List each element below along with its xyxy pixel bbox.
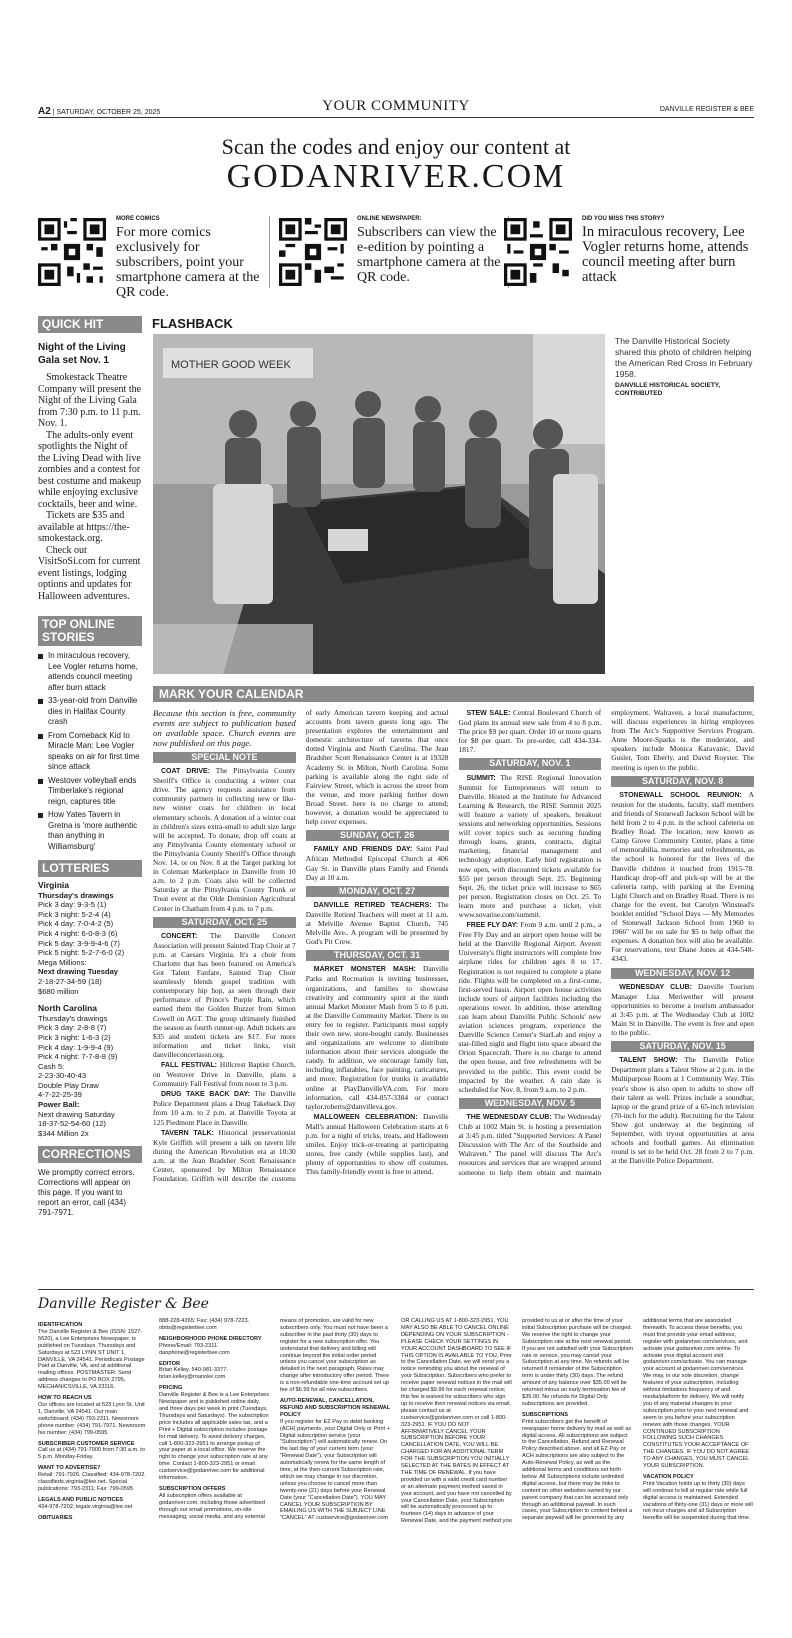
lottery-draw-title: Thursday's drawings <box>38 890 114 900</box>
top-story-link[interactable]: 33-year-old from Danville dies in Halifax County crash <box>38 696 142 728</box>
newspaper-page <box>38 0 754 1638</box>
quick-hit-body <box>38 372 142 602</box>
event-description: The Pittsylvania County Sheriff's Office is conducting a winter coat drive. The agency requests assistance from community partners in collecting new or like-new winter coats for children in local elementary schools. A donation of a winter coat in children's sizes extra-small to adult size large will be accepted. To donate, drop off coats at any Pittsylvania County elementary school or the Pittsylvania County Sheriff's Office through Nov. 14, or on Nov. 8 at the Target parking lot in Coleman Marketplace in Danville from 10 a.m. to 2 p.m. Coats also will be collected Saturday at the Pittsylvania County Trunk or Treat event at the Olde Dominion Agricultural Center in Chatham from 4 p.m. to 7 p.m. <box>153 766 296 913</box>
event-title: COAT DRIVE: <box>161 768 211 776</box>
photo-credit: DANVILLE HISTORICAL SOCIETY, CONTRIBUTED <box>615 382 721 397</box>
event-description: The Wednesday Club at 1002 Main St. is hosting a presentation at 3:45 p.m. titled "Supported Services: A Panel Discussion with The Arc of the Southside and Walraven." The panel will discuss The Arc's resources and services that are wrapped around someone to help them obtain and maintain employment. Walraven, a local manufacturer, will discuss experiences in hiring employees from The Arc's Supportive Services Program. Anne Moore-Sparks is the moderator, and speakers include Monica Karavanic, David Gusler, Tom Eberly, and David Royster. The meeting is open to the public. <box>458 708 754 1177</box>
footer-text: Print subscribers get the benefit of newspaper home delivery by mail as well as digital access. All subscriptions are subject to the Cancellation, Refund and Renewal Policy described above, and all EZ Pay or ACH subscriptions are also subject to the Auto-Renewal Policy, as well as the additional terms and conditions set forth below. All Subscriptions include unlimited digital access, but there may be links to content on other websites owned by our parent company that can be accessed only through an additional paywall. In such cases, your Subscription to content behind a separate paywall will be governed by any additional terms that are associated therewith. To access these benefits, you must first provide your email address, register with godanriver.com/services, and activate your godanriver.com online. To activate your digital account visit godanriver.com/activate. You can manage your account at godanriver.com/services. We may, in our sole discretion, change features of your subscription, including without limitations frequency of and media/platform for delivery. We will notify you of any material changes to your subscription prior to your next renewal and seem to you before your subscription renews with those changes. YOUR CONTINUED SUBSCRIPTION FOLLOWING SUCH CHANGES CONSTITUTES YOUR ACCEPTANCE OF THE CHANGES. IF YOU DO NOT AGREE TO ANY CHANGES, YOU MUST CANCEL YOUR SUBSCRIPTION. <box>522 1318 750 1522</box>
divider <box>269 216 270 288</box>
lottery-line: Pick 3 day: 2-8-8 (7) <box>38 1023 107 1033</box>
footer-heading: OBITUARIES <box>38 1514 73 1521</box>
promo-headline: Scan the codes and enjoy our content at <box>221 134 571 159</box>
promo-comics[interactable] <box>38 216 263 300</box>
footer-rule <box>38 1289 754 1290</box>
footer-text: Brian Kelley, 540-981-3377. brian.kelley@roanoke.com <box>159 1367 228 1381</box>
lottery-line: Pick 3 day: 9-3-5 (1) <box>38 900 107 910</box>
footer-text: If you register for EZ Pay or debit banking (ACH) payments, your Digital Only or Print + Digital subscription service (your "Subscription") will automatically renew. On the last day of your current term (your "Renewal Date"), your Subscription will automatically renew for the same length of time, at the then-current Subscription rate, which we may change in our discretion, unless you choose to cancel more than twenty-one (21) days before your Renewal Date (your "Cancellation Date"). YOU MAY CANCEL YOUR SUBSCRIPTION BY EMAILING US WITH THE SUBJECT LINE "CANCEL" AT custservice@godanriver.com OR CALLING US AT 1-800-323-2951. YOU MAY ALSO BE ABLE TO CANCEL ONLINE DEPENDING ON YOUR SUBSCRIPTION - PLEASE CHECK YOUR SETTINGS IN YOUR ACCOUNT DASHBOARD TO SEE IF THIS OPTION IS AVAILABLE TO YOU. Prior to the Cancellation Date, we will send you a notice reminding you about the renewal of your Subscription. Subscribers who prefer to receive paper renewal notices in the mail will be charged $9.99 for each renewal notice; this fee is waived for subscribers who sign up to receive their renewal notices via email, please contact us at custservice@godanriver.com or call 1-800-323-2951. IF YOU DO NOT AFFIRMATIVELY CANCEL YOUR SUBSCRIPTION BEFORE YOUR CANCELLATION DATE, YOU WILL BE CHARGED FOR AN ADDITIONAL TERM FOR THE SUBSCRIPTION YOU INITIALLY SELECTED AT THE RATES IN EFFECT AT THE TIME OF RENEWAL. If you have provided us with a valid credit card number or an alternate payment method saved in your account, and you have not cancelled by your Cancellation Date, your Subscription will be automatically processed up to fourteen (14) days in advance of your Renewal Date, and the payment method you provided to us at or after the time of your initial Subscription purchase will be charged. We reserve the right to change your Subscription rate at the next renewal period. If you are not satisfied with your Subscription rate or service, you may cancel your Subscription at any time. No refunds will be returned if remainder of the Subscription term is under thirty (30) days. The refund amount of any balance over $35.00 will be returned minus an early termination fee of $35.00. No refunds for Digital Only subscriptions are provided. <box>280 1318 633 1525</box>
calendar-date-heading: WEDNESDAY, NOV. 5 <box>459 1098 602 1109</box>
footer-text: Danville Register & Bee is a Lee Enterprises Newspaper and is published online daily, and three days per week in print (Tuesdays, Thursdays and Saturdays). The subscription price includes all applicable sales tax, and a Print + Digital subscription includes postage for mail delivery. To avoid delivery charges, call 1-800-323-2951 to arrange pickup of your paper at a local office. We reserve the right to change your subscription rate at any time. Contact 1-800-323-2951 or email custservice@godanriver.com for additional information. <box>159 1392 270 1482</box>
calendar-date-heading: SUNDAY, OCT. 26 <box>306 830 449 841</box>
event-title: DRUG TAKE BACK DAY: <box>161 1091 250 1099</box>
lottery-line: 4-7-22-25-39 <box>38 1090 82 1100</box>
lottery-line: 18-37-52-54-60 (12) <box>38 1119 106 1129</box>
quick-hit-paragraph: The adults-only event spotlights the Night of the Living Dead with live zombies and a contest for best costume and makeup while enjoying exclusive cocktails, beer and wine. <box>38 429 142 510</box>
event-description: From 9 a.m. until 2 p.m., a Free Fly Day and an airport open house will be held at the Danville Regional Airport. Averett University's flight instructors will complete free airplane rides for children ages 8 to 17. Registration is not required to complete a plane ride. Flights will be completed on a first-come, first-served basis. Airport open house activities include tours of airport facilities including the operations tower. In addition, those attending can learn about Danville Public Schools' new aviation sciences program, experience the Danville Science Center's StarLab and enjoy a star-filled night and flight into space aboard the Orion Spacecraft. There is no charge to attend the open house, and free refreshments will be provided to the public. This event could be impacted by the weather. A rain date is scheduled for Nov. 8, from 9 a.m. to 2 p.m. <box>458 920 602 1094</box>
promo-text: For more comics exclusively for subscribers, point your smartphone camera at the QR code. <box>116 225 260 300</box>
footer-heading: SUBSCRIPTIONS <box>522 1411 568 1418</box>
event-description: Saint Paul African Methodist Episcopal Church at 406 Gay St. in Danville plans Family and Friends Day at 10 a.m. <box>305 844 449 882</box>
footer-heading: SUBSCRIPTION OFFERS <box>159 1485 226 1492</box>
calendar-event <box>306 964 449 1111</box>
lottery-line: Pick 4 day: 7-0-4-2 (5) <box>38 919 114 929</box>
footer-heading: VACATION POLICY <box>643 1473 694 1480</box>
promo-text: Subscribers can view the e-edition by pointing a smartphone camera at the QR code. <box>357 225 501 285</box>
top-story-link[interactable]: Westover volleyball ends Timberlake's regional reign, captures title <box>38 776 142 808</box>
promo-missed-story[interactable] <box>504 216 754 288</box>
lottery-line: Double Play Draw <box>38 1080 99 1090</box>
calendar-intro: Because this section is free, community events are subject to publication based on available space. Church events are now published on this page. <box>153 708 296 748</box>
calendar-event <box>611 790 754 964</box>
calendar-event <box>459 773 602 920</box>
footer-heading: SUBSCRIBER CUSTOMER SERVICE <box>38 1440 135 1447</box>
lottery-line: Pick 4 day: 1-9-9-4 (9) <box>38 1042 114 1052</box>
issue-date: SATURDAY, OCTOBER 25, 2025 <box>56 109 161 116</box>
lottery-state: Virginia <box>38 880 70 890</box>
qr-code-icon[interactable] <box>504 218 572 286</box>
page-number: A2 <box>38 106 51 117</box>
qr-code-icon[interactable] <box>38 218 106 286</box>
lottery-line: 2-18-27-34-59 (18) <box>38 976 102 986</box>
top-online-heading: TOP ONLINE STORIES <box>38 616 142 646</box>
calendar-date-heading: WEDNESDAY, NOV. 12 <box>611 968 754 979</box>
lottery-line: Pick 3 night: 1-6-3 (2) <box>38 1032 111 1042</box>
event-title: FALL FESTIVAL: <box>161 1062 218 1069</box>
left-sidebar <box>38 316 142 1218</box>
lottery-next-drawing: Next drawing Tuesday <box>38 967 119 977</box>
event-description: Central Boulevard Church of God plans its annual stew sale from 4 to 8 p.m. The price $9 per quart. Order 10 or more quarts for $8 per quart. To pre-order, call 434-334-1817. <box>458 708 602 755</box>
lottery-powerball: Power Ball: <box>38 1100 80 1110</box>
photo-caption <box>615 336 754 398</box>
footer-text: 888-228-4265; Fax: (434) 978-7223. obits@registerbee.com <box>159 1318 250 1331</box>
paper-name: DANVILLE REGISTER & BEE <box>659 106 754 113</box>
footer-heading: IDENTIFICATION <box>38 1322 83 1328</box>
promo-label: DID YOU MISS THIS STORY? <box>582 216 665 222</box>
footer-info <box>38 1318 754 1628</box>
event-title: DANVILLE RETIRED TEACHERS: <box>313 901 432 909</box>
quick-hit-title: Night of the Living Gala set Nov. 1 <box>38 342 126 366</box>
lottery-line: Pick 5 day: 3-9-9-4-6 (7) <box>38 938 120 948</box>
footer-text: Our offices are located at 523 Lynn St. Unit 1, Danville, VA 24541. Our main switchboard: (434) 793-2311. Newsroom phone number: (434) 791-7971. Newsroom fax number: (434) 799-0595 <box>38 1401 146 1436</box>
calendar-event <box>306 900 449 946</box>
calendar-date-heading: SPECIAL NOTE <box>153 752 296 763</box>
historical-photo-image <box>153 334 605 674</box>
event-title: WEDNESDAY CLUB: <box>619 983 692 991</box>
calendar-event <box>153 766 296 913</box>
event-description: The RISE Regional Innovation Summit for Entrepreneurs will return to Danville. Hosted at the Institute for Advanced Learning & Research, the RISE Summit 2025 will feature a variety of speakers, breakout sessions and networking opportunities. Sessions will cover topics such as securing funding through loans, grants, contracts, digital marketing, financial management and technology adoption. Early bird registration is now open, with discounted tickets available for $55 per person through Sept. 25. Beginning Sept. 26, the ticket price will increase to $65 per person. Registration closes on Oct. 25. To learn more and purchase a ticket, visit www.sovarise.com/summit. <box>458 772 602 919</box>
footer-heading: AUTO-RENEWAL, CANCELLATION, REFUND AND SUBSCRIPTION RENEWAL POLICY <box>280 1397 391 1418</box>
event-description: Hillcrest Baptist Church, on Westover Drive in Danville, plans a Community Fall Festival from noon to 3 p.m. <box>153 1060 296 1089</box>
promo-text: In miraculous recovery, Lee Vogler returns home, attends council meeting after burn attack <box>582 224 749 285</box>
top-story-link[interactable]: How Yates Tavern in Gretna is 'more authentic than anything in Williamsburg' <box>38 810 142 852</box>
footer-text: Call us at (434) 791-7900 from 7:30 a.m. to 5 p.m. Monday-Friday. <box>38 1447 145 1461</box>
footer-text: Print Vacation holds up to thirty (30) days will continue to bill at regular rate while full digital access is maintained. Extended vacations of thirty-one (31) days or more will not incur charges and all Subscription benefits will be suspended during that time. <box>643 1480 753 1522</box>
lottery-jackpot: $344 Million 2x <box>38 1128 89 1138</box>
event-title: STONEWALL SCHOOL REUNION: <box>619 791 742 799</box>
calendar-event <box>611 1055 754 1165</box>
calendar-event <box>306 844 449 881</box>
footer-text: Phone/Email: 793-2311. danphone@registerbee.com <box>159 1342 230 1356</box>
quick-hit-paragraph: Tickets are $35 and available at https://the-smokestack.org. <box>38 510 130 544</box>
calendar-date-heading: THURSDAY, OCT. 31 <box>306 950 449 961</box>
footer-text: All subscription offers available at godanriver.com, including those advertised through our email promotions, on-site messaging, social media, and any external means of promotion, are valid for new subscribers only. You must not have been a subscriber in the past thirty (30) days to register for a new subscription offer. You understand that delivery and billing will continue beyond the initial order period unless you cancel your subscription as detailed in the next paragraph. Rates may change after introductory offer period. There is a non-refundable one-time account set up fee of $6.99 for all new subscribers. <box>159 1318 390 1520</box>
event-title: FREE FLY DAY: <box>466 922 519 930</box>
calendar-heading: MARK YOUR CALENDAR <box>153 686 754 702</box>
event-title: TAVERN TALK: <box>161 1129 214 1137</box>
event-title: THE WEDNESDAY CLUB: <box>466 1113 552 1121</box>
lottery-jackpot: $680 million <box>38 986 79 996</box>
calendar-event <box>459 708 602 754</box>
page-header: A2 | SATURDAY, OCTOBER 25, 2025 YOUR COMMUNITY DANVILLE REGISTER & BEE <box>38 98 754 117</box>
event-description: Danville Mall's annual Halloween Celebration starts at 6 p.m. for a night of tricks, treats, and Halloween smiles. Enjoy trick-or-treating at participating stores, free candy (while supplies last), and plenty of opportunities to show off costumes. This family-friendly event is free to attend. <box>305 1111 449 1177</box>
masthead-logo: Danville Register & Bee <box>38 1296 209 1312</box>
event-description: Historical preservationist Kyle Griffith will present a talk on tavern life during the American Revolution era at 10:30 a.m. at the Jean Bradsher Scott Renaissance Center, sponsored by Milton Renaissance Foundation. Griffith will describe the customs of early American tavern keeping and actual accounts from tavern guests long ago. The presentation explores the entertainment and domestic architecture of taverns that once dotted Virginia and North Carolina. The Jean Bradsher Scott Renaissance Center is at 19328 Academy St. in Milton, North Carolina. Some parking is available along the right side of Fairview Street, which is across the street from the venue, and more parking further down Broad Street. here is no charge to attend; however, a donation would be appreciated to help cover expenses. <box>153 708 449 1184</box>
quick-hit-paragraph: Smokestack Theatre Company will present the Night of the Living Gala from 7:30 p.m. to 11 p.m. Nov. 1. <box>38 372 142 429</box>
calendar-event <box>611 982 754 1038</box>
event-description: The Danville Police Department plans a Talent Show at 2 p.m. in the Multipurpose Room at 1 Community Way. This year's show is also open to adults to show off their talent as well. Prizes include a soundbar, laptop or the grand prize of a 65-inch television (70-inch for the adult). Recruiting for the Talent Show got underway at the beginning of September, with tryout opportunities at area schools and football games. An elimination round is set to be held Oct. 28 from 2 to 7 p.m. at the Danville Police Department. <box>611 1055 755 1166</box>
footer-text: 434-978-7202; legals.virginia@lee.net <box>38 1503 133 1510</box>
event-title: CONCERT: <box>161 932 198 940</box>
lottery-draw-title: Thursday's drawings <box>38 1013 108 1023</box>
footer-heading: EDITOR <box>159 1360 181 1367</box>
promo-enewspaper[interactable] <box>279 216 501 288</box>
flashback-heading: FLASHBACK <box>152 316 233 331</box>
lottery-line: Pick 3 night: 5-2-4 (4) <box>38 909 111 919</box>
footer-heading: HOW TO REACH US <box>38 1395 92 1402</box>
calendar-date-heading: SATURDAY, NOV. 15 <box>611 1041 754 1052</box>
event-description: The Danville Concert Association will present Sainted Trap Choir at 7 p.m. at Caesars Virginia. It's a choir from Charlotte that has been featured on America's Got Talent Fanfare, Sainted Trap Choir seamlessly blends gospel tradition with contemporary hip hop, as seen through their performance of Prince's Purple Rain, which earned them the Golden Buzzer from Simon Cowell on AGT. The group ultimately finished the season as fourth runner-up. Adult tickets are $35 and student tickets are $17. For more information and ticket links, visit danvilleconcertassn.org. <box>153 930 296 1059</box>
event-title: FAMILY AND FRIENDS DAY: <box>313 846 413 854</box>
corrections-heading: CORRECTIONS <box>38 1146 142 1163</box>
lottery-line: Pick 4 night: 6-0-8-3 (6) <box>38 928 118 938</box>
caption-text: The Danville Historical Society shared this photo of children helping the American Red Cross in February 1958. <box>615 336 753 379</box>
lottery-line: Mega Millions: <box>38 957 87 967</box>
footer-heading: LEGALS AND PUBLIC NOTICES <box>38 1496 123 1503</box>
quick-hit-heading: QUICK HIT <box>38 316 142 333</box>
promo-label: ONLINE NEWSPAPER: <box>357 216 422 222</box>
footer-text: Retail: 791-7926. Classified: 434-978-7202. classifieds.virginia@lee.net. Special publications: 793-2311; Fax: 799-0595 <box>38 1472 146 1492</box>
event-description: A reunion for the students, faculty, staff members and friends of Stonewall Jackson School will be held from 2 to 4 p.m. in the school cafeteria on Bradley Road. The location, now known as Camp Grove Community Center, plans a time of memorabilia, memories and refreshments, as the school is honored for the lives of the Danville children it touched from 1915-78. Handicap drop-off and pick-up will be at the cafeteria ramp, with parking at the Evening Light Church and on Bradley Road. There is no charge for the event, but Carolyn Winstead's booklet entitled "School Days — My Memories of Stonewall Jackson School from 1960 to 1966" will be on sale for $5 to help offset the expenses. A donation box will also be available. For reservations, text Diane Jones at 434-548-4343. <box>611 789 754 964</box>
footer-text: The Danville Register & Bee (ISSN: 1527-5620), a Lee Enterprises Newspaper, is published on Tuesdays, Thursdays and Saturdays at 523 LYNN ST UNIT 1, DANVILLE, VA 24541. Periodicals Postage Paid at Danville, VA, and at additional mailing offices. POSTMASTER: Send address changes to PO BOX 2795, MECHANICSVILLE, VA 23116. <box>38 1328 145 1391</box>
photo-banner: MOTHER GOOD WEEK <box>171 359 291 371</box>
lottery-line: Pick 5 night: 5-2-7-6-0 (2) <box>38 948 125 958</box>
footer-heading: PRICING <box>159 1385 183 1392</box>
quick-hit-paragraph: Check out VisitSoSi.com for current event listings, lodging options and updates for Halloween adventures. <box>38 544 141 602</box>
calendar-date-heading: MONDAY, OCT. 27 <box>306 886 449 897</box>
event-title: TALENT SHOW: <box>619 1057 678 1065</box>
corrections-text: We promptly correct errors. Corrections will appear on this page. If you want to report an error, call (434) 791-7971. <box>38 1168 135 1218</box>
calendar-event <box>306 1112 449 1177</box>
footer-heading: WANT TO ADVERTISE? <box>38 1465 101 1472</box>
footer-heading: NEIGHBORHOOD PHONE DIRECTORY <box>159 1335 262 1342</box>
top-story-link[interactable]: From Comeback Kid to Miracle Man: Lee Vogler speaks on air for first time since attack <box>38 731 142 773</box>
lottery-line: 2-23-30-40-43 <box>38 1071 87 1081</box>
calendar-event <box>153 931 296 1059</box>
event-description: The Danville Police Department plans a Drug Takeback Day from 10 a.m. to 2 p.m. at Danville Toyota at 125 Piedmont Place in Danville. <box>153 1089 296 1127</box>
qr-code-icon[interactable] <box>279 218 347 286</box>
event-title: MALLOWEEN CELEBRATION: <box>313 1113 418 1121</box>
calendar-event <box>153 1089 296 1126</box>
calendar-date-heading: SATURDAY, OCT. 25 <box>153 917 296 928</box>
lotteries-heading: LOTTERIES <box>38 860 142 877</box>
lottery-next-drawing: Next drawing Saturday <box>38 1109 115 1119</box>
promo-label: MORE COMICS <box>116 216 160 222</box>
event-title: MARKET MONSTER MASH: <box>313 966 416 974</box>
event-description: Danville Parks and Recreation is inviting businesses, organizations, and families to showcase creativity and community spirit at the ninth annual Market Monster Mash from 5 to 8 p.m. at the Danville Community Market. There is no entry fee to register. Participants must supply their own new, store-bought candy. Businesses and organizations are welcome to distribute information about their services alongside the candy. In addition, we encourage family fun, including inflatables, face painting, caricatures, and more. Registration for trunks is available online at PlayDanvilleVA.com. For more information, call 434-857-3384 or contact taylor.roberts@danvilleva.gov. <box>305 964 449 1111</box>
flashback-photo <box>153 334 605 674</box>
section-title: YOUR COMMUNITY <box>322 98 470 114</box>
calendar-date-heading: SATURDAY, NOV. 1 <box>459 758 602 769</box>
event-description: Danville Tourism Manager Lisa Meriwether will present opportunities to become a tourism ambassador at 3:45 p.m. at The Wednesday Club at 1002 Main St in Danville. The event is free and open to the public. <box>611 981 754 1038</box>
event-description: The Danville Retired Teachers will meet at 11 a.m. at Melville Avenue Baptist Church, 745 Melville Ave.. A program will be presented by God's Pit Crew. <box>305 899 449 947</box>
calendar-date-heading: SATURDAY, NOV. 8 <box>611 776 754 787</box>
lottery-state: North Carolina <box>38 1003 98 1014</box>
lottery-line: Cash 5: <box>38 1061 65 1071</box>
event-title: STEW SALE: <box>466 710 511 717</box>
top-story-link[interactable]: In miraculous recovery, Lee Vogler returns home, attends council meeting after burn attack <box>38 651 142 693</box>
top-online-list <box>38 651 142 852</box>
lottery-results <box>38 881 142 1138</box>
lottery-line: Pick 4 night: 7-7-8-8 (9) <box>38 1052 118 1062</box>
calendar-event <box>153 1060 296 1088</box>
event-title: SUMMIT: <box>466 774 496 782</box>
calendar-columns <box>153 708 754 1283</box>
calendar-event <box>459 920 602 1094</box>
promo-domain[interactable]: GODANRIVER.COM <box>226 158 566 195</box>
